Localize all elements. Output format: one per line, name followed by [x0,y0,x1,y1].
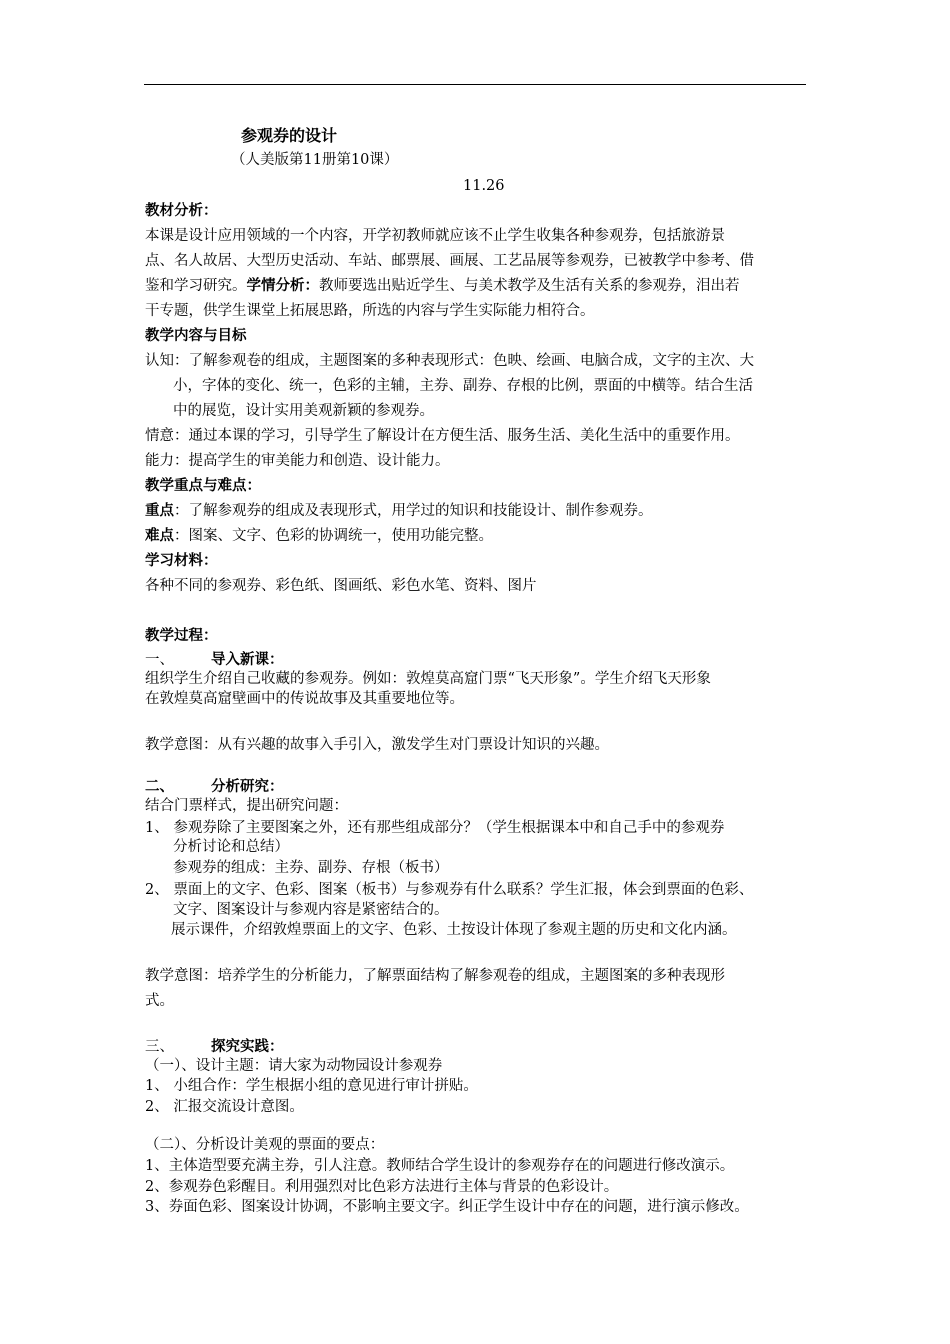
key-line [145,501,653,521]
document-subtitle: （人美版第11册第10课） [231,152,399,168]
difficulty-text: ：图案、文字、色彩的协调统一，使用功能完整。 [174,528,493,544]
key-text: ：了解参观券的组成及表现形式，用学过的知识和技能设计、制作参观券。 [174,503,653,519]
student-analysis-label: 学情分析： [246,277,319,294]
key-heading: 教学重点与难点： [145,477,261,494]
key-label: 重点 [145,502,174,519]
part2-title: 分析研究： [211,778,284,795]
part3-subsection-1: （一）、设计主题：请大家为动物园设计参观券 [145,1058,443,1074]
part1-title: 导入新课： [211,651,284,668]
part3-sub1-item-1: 1、 小组合作：学生根据小组的意见进行审计拼贴。 [145,1078,478,1094]
part1-intent: 教学意图：从有兴趣的故事入手引入，激发学生对门票设计知识的兴趣。 [145,737,609,753]
document-date: 11.26 [463,178,505,194]
difficulty-line [145,526,493,546]
goals-line-5: 能力：提高学生的审美能力和创造、设计能力。 [145,453,450,469]
materials-line-4: 干专题，供学生课堂上拓展思路，所选的内容与学生实际能力相符合。 [145,303,595,319]
part2-intro: 结合门票样式，提出研究问题： [145,798,348,814]
materials-line-3a: 鉴和学习研究。 [145,278,247,294]
part2-intent-line-2: 式。 [145,993,174,1009]
materials-line-3 [145,276,740,296]
goals-line-4: 情意：通过本课的学习，引导学生了解设计在方便生活、服务生活、美化生活中的重要作用。 [145,428,740,444]
document-title: 参观券的设计 [241,126,338,145]
materials-heading: 教材分析： [145,202,218,219]
part3-sub1-item-2: 2、 汇报交流设计意图。 [145,1099,304,1115]
materials-line-1: 本课是设计应用领域的一个内容，开学初教师就应该不止学生收集各种参观券，包括旅游景 [145,228,725,244]
goals-line-1: 认知：了解参观卷的组成，主题图案的多种表现形式：色映、绘画、电脑合成，文字的主次、大 [145,353,754,369]
part2-number: 二、 [145,778,174,795]
part2-q2-line-3: 展示课件，介绍敦煌票面上的文字、色彩、土按设计体现了参观主题的历史和文化内涵。 [171,922,737,938]
part3-title: 探究实践： [211,1038,284,1055]
goals-line-2: 小，字体的变化、统一，色彩的主辅，主券、副券、存根的比例，票面的中横等。结合生活 [173,378,753,394]
process-heading: 教学过程： [145,627,218,644]
part1-number: 一、 [145,652,174,668]
part2-q1-line-3: 参观券的组成：主券、副券、存根（板书） [173,860,449,876]
study-heading: 学习材料： [145,552,218,569]
study-text: 各种不同的参观券、彩色纸、图画纸、彩色水笔、资料、图片 [145,578,537,594]
goals-heading: 教学内容与目标 [145,327,247,344]
part2-q1-line-1: 1、 参观券除了主要图案之外，还有那些组成部分？（学生根据课本中和自己手中的参观券 [145,820,725,836]
part2-q2-line-2: 文字、图案设计与参观内容是紧密结合的。 [173,902,449,918]
part3-sub2-item-3: 3、券面色彩、图案设计协调，不影响主要文字。纠正学生设计中存在的问题，进行演示修改。 [145,1199,749,1215]
header-rule [144,84,806,85]
part2-intent-line-1: 教学意图：培养学生的分析能力，了解票面结构了解参观卷的组成，主题图案的多种表现形 [145,968,725,984]
goals-line-3: 中的展览，设计实用美观新颖的参观券。 [173,403,434,419]
materials-line-3c: 教师要选出贴近学生、与美术教学及生活有关系的参观券，泪出若 [319,278,740,294]
difficulty-label: 难点 [145,527,174,544]
materials-line-2: 点、名人故居、大型历史活动、车站、邮票展、画展、工艺品展等参观券，已被教学中参考、借 [145,253,754,269]
part3-subsection-2: （二）、分析设计美观的票面的要点： [145,1137,385,1153]
part2-q1-line-2: 分析讨论和总结） [173,839,289,855]
part1-line-2: 在敦煌莫高窟壁画中的传说故事及其重要地位等。 [145,691,464,707]
part3-sub2-item-2: 2、参观券色彩醒目。利用强烈对比色彩方法进行主体与背景的色彩设计。 [145,1179,619,1195]
part2-q2-line-1: 2、 票面上的文字、色彩、图案（板书）与参观券有什么联系？学生汇报，体会到票面的色彩、 [145,882,754,898]
part1-line-1: 组织学生介绍自己收藏的参观券。例如：敦煌莫高窟门票“飞天形象”。学生介绍飞天形象 [145,671,711,687]
part3-sub2-item-1: 1、主体造型要充满主券，引人注意。教师结合学生设计的参观券存在的问题进行修改演示。 [145,1158,735,1174]
part3-number: 三、 [145,1039,174,1055]
